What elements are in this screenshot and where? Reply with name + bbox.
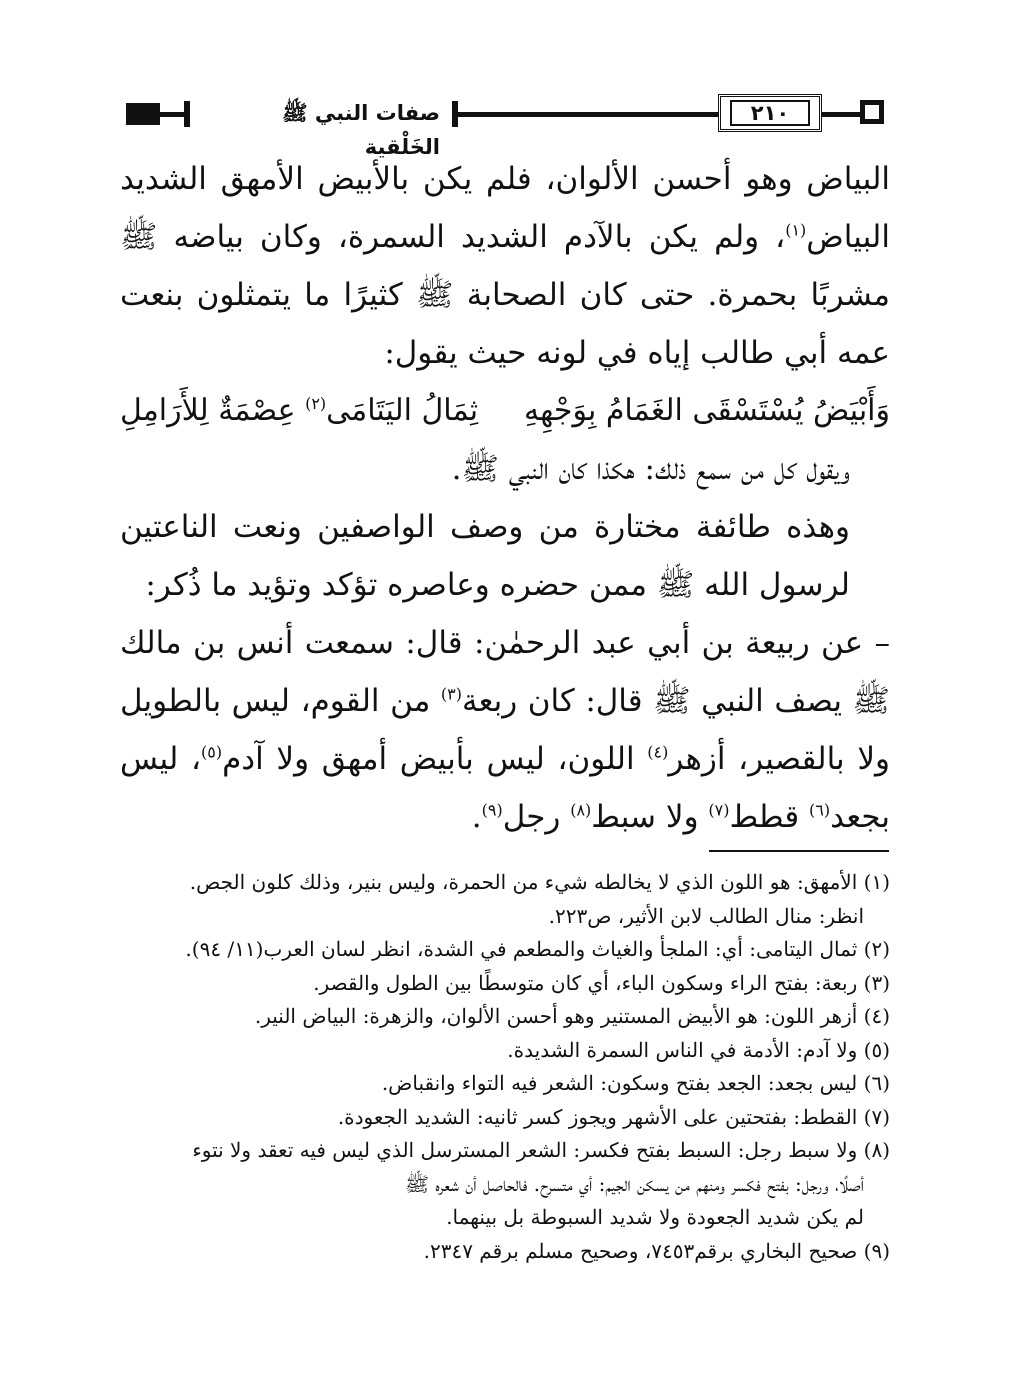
- header-ornament-square: [860, 100, 884, 124]
- header-rule-right: [822, 112, 862, 117]
- page-number: ٢١٠: [730, 100, 810, 126]
- paragraph-4-text-e: قطط: [729, 799, 810, 835]
- header-ornament-divider: [184, 101, 190, 127]
- footnote-ref-6: (٦): [809, 800, 831, 820]
- paragraph-4-text-f: ولا سبط: [591, 799, 709, 835]
- footnote-7: (٧) القطط: بفتحتين على الأشهر ويجوز كسر ثانيه: الشديد الجعودة.: [337, 1104, 890, 1129]
- paragraph-4-text-d: ، ليس بجعد: [120, 741, 890, 835]
- header-ornament-bar: [126, 103, 160, 125]
- paragraph-4-text-a: – عن ربيعة بن أبي عبد الرحمٰن: قال: سمعت أنس بن مالك ﷺ يصف النبي ﷺ قال: كان ربعة: [120, 625, 890, 719]
- footnote-ref-7: (٧): [708, 800, 730, 820]
- header-rule-middle: [458, 112, 718, 117]
- paragraph-1-text-b: ، ولم يكن بالآدم الشديد السمرة، وكان بياضه ﷺ مشربًا بحمرة. حتى كان الصحابة ﷺ كثيرًا ما يتمثلون بنعت عمه أبي طالب إياه في لونه حيث يقول:: [120, 219, 890, 371]
- paragraph-4-text-h: .: [471, 799, 482, 835]
- footnote-8-continued-2: لم يكن شديد الجعودة ولا شديد السبوطة بل بينهما.: [446, 1205, 864, 1229]
- footnote-3: (٣) ربعة: بفتح الراء وسكون الباء، أي كان متوسطًا بين الطول والقصر.: [313, 970, 890, 995]
- paragraph-4-text-b: من القوم، ليس بالطويل ولا بالقصير، أزهر: [120, 683, 890, 777]
- poem-left-text-a: ثِمَالُ اليَتَامَى: [326, 393, 479, 428]
- paragraph-3: وهذه طائفة مختارة من وصف الواصفين ونعت الناعتين لرسول الله ﷺ ممن حضره وعاصره تؤكد وتؤيد ما ذُكر:: [120, 509, 850, 603]
- footnote-ref-2: (٢): [305, 394, 327, 413]
- header-rule-left: [160, 112, 184, 117]
- poem-left-text-b: عِصْمَةٌ لِلأَرَامِلِ: [120, 393, 306, 428]
- poem-verse: [120, 382, 890, 440]
- footnote-ref-4: (٤): [647, 742, 669, 762]
- footnote-ref-8: (٨): [570, 800, 592, 820]
- running-title: صفات النبي ﷺ الخَلْقية: [282, 101, 440, 159]
- paragraph-1-text-a: البياض وهو أحسن الألوان، فلم يكن بالأبيض الأمهق الشديد البياض: [120, 161, 890, 255]
- footnote-ref-3: (٣): [440, 684, 462, 704]
- footnote-ref-9: (٩): [481, 800, 503, 820]
- page-header: [120, 92, 895, 159]
- main-text: [120, 150, 890, 846]
- footnote-8-continued-1: أصلًا، ورجل: بفتح فكسر ومنهم من يسكن الجيم: أي متسرح. فالحاصل أن شعره ﷺ: [404, 1171, 864, 1196]
- footnote-ref-1: (١): [785, 220, 807, 240]
- footnote-2: (٢) ثمال اليتامى: أي: الملجأ والغياث والمطعم في الشدة، انظر لسان العرب(١١/ ٩٤).: [185, 937, 890, 961]
- paragraph-2: ويقول كل من سمع ذلك: هكذا كان النبي ﷺ.: [451, 451, 850, 487]
- footnote-1-continued: انظر: منال الطالب لابن الأثير، ص٢٢٣.: [548, 903, 864, 928]
- footnote-separator: [709, 850, 889, 852]
- page-number-frame: [718, 94, 822, 132]
- paragraph-4: [120, 614, 890, 846]
- footnotes: [120, 866, 890, 1268]
- footnote-ref-5: (٥): [201, 742, 223, 762]
- poem-hemistich-left: [120, 382, 478, 440]
- paragraph-4-text-g: رجل: [502, 799, 571, 835]
- paragraph-4-text-c: اللون، ليس بأبيض أمهق ولا آدم: [222, 741, 648, 777]
- footnote-9: (٩) صحيح البخاري برقم٧٤٥٣، وصحيح مسلم برقم ٢٣٤٧.: [423, 1238, 890, 1263]
- footnote-8: (٨) ولا سبط رجل: السبط بفتح فكسر: الشعر المسترسل الذي ليس فيه تعقد ولا نتوء: [192, 1138, 890, 1162]
- footnote-5: (٥) ولا آدم: الأدمة في الناس السمرة الشديدة.: [507, 1037, 890, 1062]
- paragraph-1: [120, 150, 890, 382]
- footnote-6: (٦) ليس بجعد: الجعد بفتح وسكون: الشعر فيه التواء وانقباض.: [381, 1071, 890, 1095]
- footnote-1: (١) الأمهق: هو اللون الذي لا يخالطه شيء من الحمرة، وليس بنير، وذلك كلون الجص.: [189, 870, 890, 894]
- poem-hemistich-right: وَأَبْيَضُ يُسْتَسْقَى الغَمَامُ بِوَجْهِهِ: [523, 393, 890, 428]
- footnote-4: (٤) أزهر اللون: هو الأبيض المستنير وهو أحسن الألوان، والزهرة: البياض النير.: [254, 1004, 890, 1028]
